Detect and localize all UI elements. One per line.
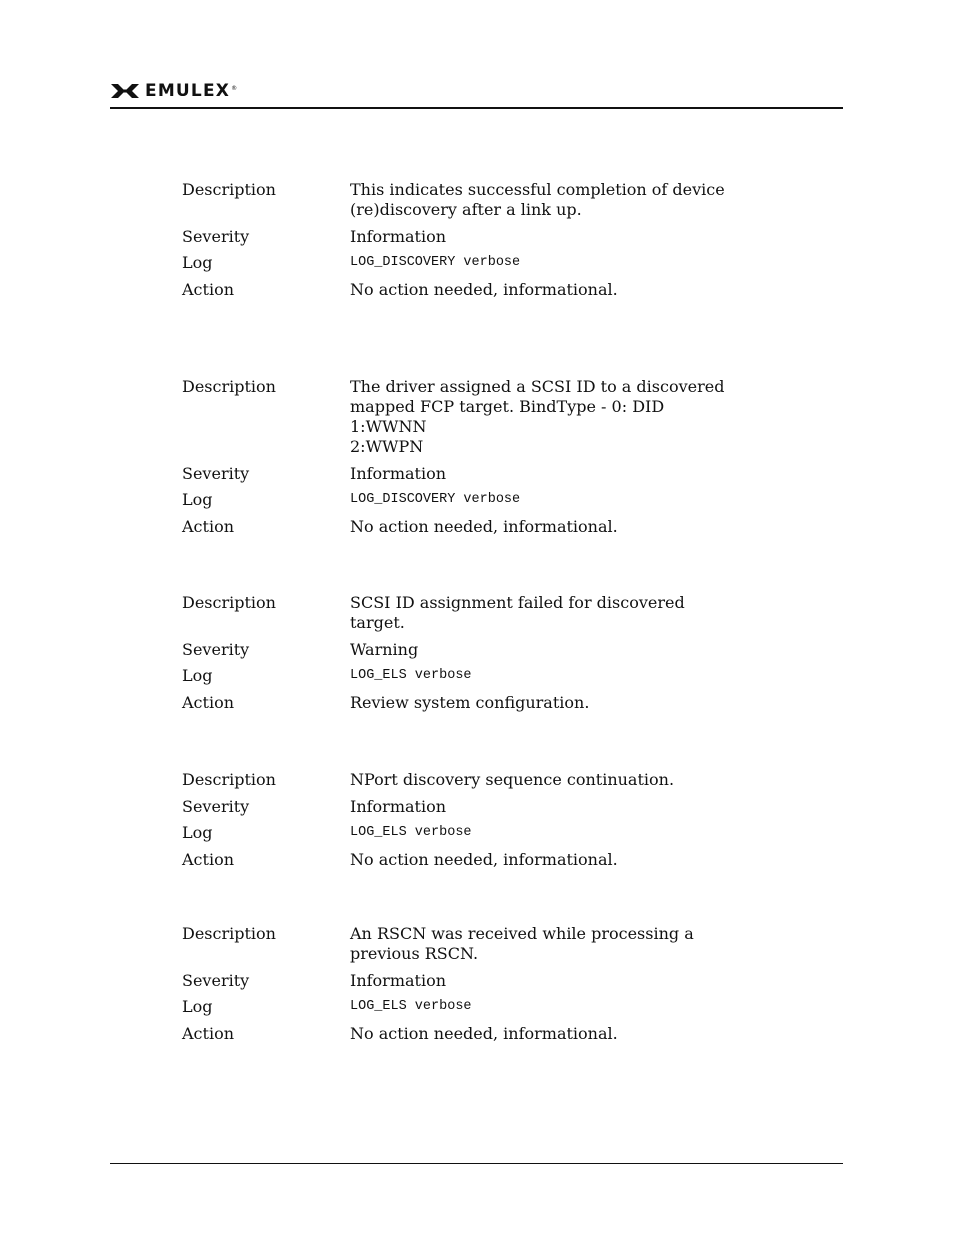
severity-label: Severity bbox=[182, 463, 250, 483]
log-label: Log bbox=[182, 997, 213, 1016]
description-label: Description bbox=[182, 180, 276, 199]
description-value bbox=[350, 770, 725, 790]
message-entry bbox=[182, 377, 742, 543]
message-entry bbox=[182, 924, 742, 1050]
brand-name: EMULEX bbox=[145, 81, 231, 101]
action-value: No action needed, informational. bbox=[350, 279, 618, 299]
description-label: Description bbox=[182, 770, 276, 789]
action-row bbox=[182, 517, 742, 537]
action-value: Review system configuration. bbox=[350, 692, 590, 712]
action-value: No action needed, informational. bbox=[350, 1023, 618, 1043]
action-label: Action bbox=[182, 1023, 234, 1043]
description-row bbox=[182, 593, 742, 633]
description-row bbox=[182, 924, 742, 964]
description-value bbox=[350, 924, 725, 964]
log-value: LOG_ELS verbose bbox=[350, 999, 472, 1014]
severity-row bbox=[182, 227, 742, 247]
description-value bbox=[350, 377, 725, 457]
message-entry bbox=[182, 593, 742, 719]
log-row bbox=[182, 823, 742, 843]
log-row bbox=[182, 253, 742, 273]
description-label: Description bbox=[182, 593, 276, 612]
page-header bbox=[110, 78, 843, 110]
log-value: LOG_DISCOVERY verbose bbox=[350, 492, 521, 507]
description-row bbox=[182, 377, 742, 457]
severity-value: Information bbox=[350, 970, 447, 990]
description-line: mapped FCP target. BindType - 0: DID 1:WWNN bbox=[350, 397, 665, 436]
severity-value: Information bbox=[350, 463, 447, 483]
log-row bbox=[182, 997, 742, 1017]
message-entry bbox=[182, 770, 742, 876]
log-row bbox=[182, 490, 742, 510]
action-row bbox=[182, 693, 742, 713]
log-label: Log bbox=[182, 490, 213, 509]
description-row bbox=[182, 770, 742, 790]
action-value: No action needed, informational. bbox=[350, 849, 618, 869]
message-entry bbox=[182, 180, 742, 306]
severity-label: Severity bbox=[182, 639, 250, 659]
action-label: Action bbox=[182, 279, 234, 299]
description-value bbox=[350, 180, 725, 220]
description-line: previous RSCN. bbox=[350, 944, 479, 963]
severity-row bbox=[182, 797, 742, 817]
description-line: 2:WWPN bbox=[350, 437, 424, 456]
description-value bbox=[350, 593, 725, 633]
action-label: Action bbox=[182, 516, 234, 536]
description-line: NPort discovery sequence continuation. bbox=[350, 770, 675, 789]
log-row bbox=[182, 666, 742, 686]
severity-value: Information bbox=[350, 226, 447, 246]
footer-divider bbox=[110, 1163, 843, 1164]
action-row bbox=[182, 850, 742, 870]
severity-value: Warning bbox=[350, 639, 419, 659]
description-row bbox=[182, 180, 742, 220]
action-row bbox=[182, 1024, 742, 1044]
log-label: Log bbox=[182, 666, 213, 685]
severity-value: Information bbox=[350, 796, 447, 816]
severity-label: Severity bbox=[182, 226, 250, 246]
header-divider bbox=[110, 107, 843, 109]
description-label: Description bbox=[182, 924, 276, 943]
action-label: Action bbox=[182, 849, 234, 869]
action-label: Action bbox=[182, 692, 234, 712]
description-label: Description bbox=[182, 377, 276, 396]
log-label: Log bbox=[182, 823, 213, 842]
severity-row bbox=[182, 640, 742, 660]
log-value: LOG_ELS verbose bbox=[350, 825, 472, 840]
emulex-logo-icon bbox=[110, 82, 140, 100]
action-row bbox=[182, 280, 742, 300]
description-line: The driver assigned a SCSI ID to a discovered bbox=[350, 377, 725, 396]
description-line: SCSI ID assignment failed for discovered target. bbox=[350, 593, 685, 632]
description-line: This indicates successful completion of device bbox=[350, 180, 725, 199]
trademark-symbol: ® bbox=[231, 84, 238, 92]
severity-row bbox=[182, 971, 742, 991]
severity-row bbox=[182, 464, 742, 484]
emulex-logo bbox=[110, 81, 237, 101]
description-line: (re)discovery after a link up. bbox=[350, 200, 582, 219]
severity-label: Severity bbox=[182, 796, 250, 816]
log-value: LOG_DISCOVERY verbose bbox=[350, 255, 521, 270]
log-value: LOG_ELS verbose bbox=[350, 668, 472, 683]
description-line: An RSCN was received while processing a bbox=[350, 924, 694, 943]
action-value: No action needed, informational. bbox=[350, 516, 618, 536]
log-label: Log bbox=[182, 253, 213, 272]
severity-label: Severity bbox=[182, 970, 250, 990]
